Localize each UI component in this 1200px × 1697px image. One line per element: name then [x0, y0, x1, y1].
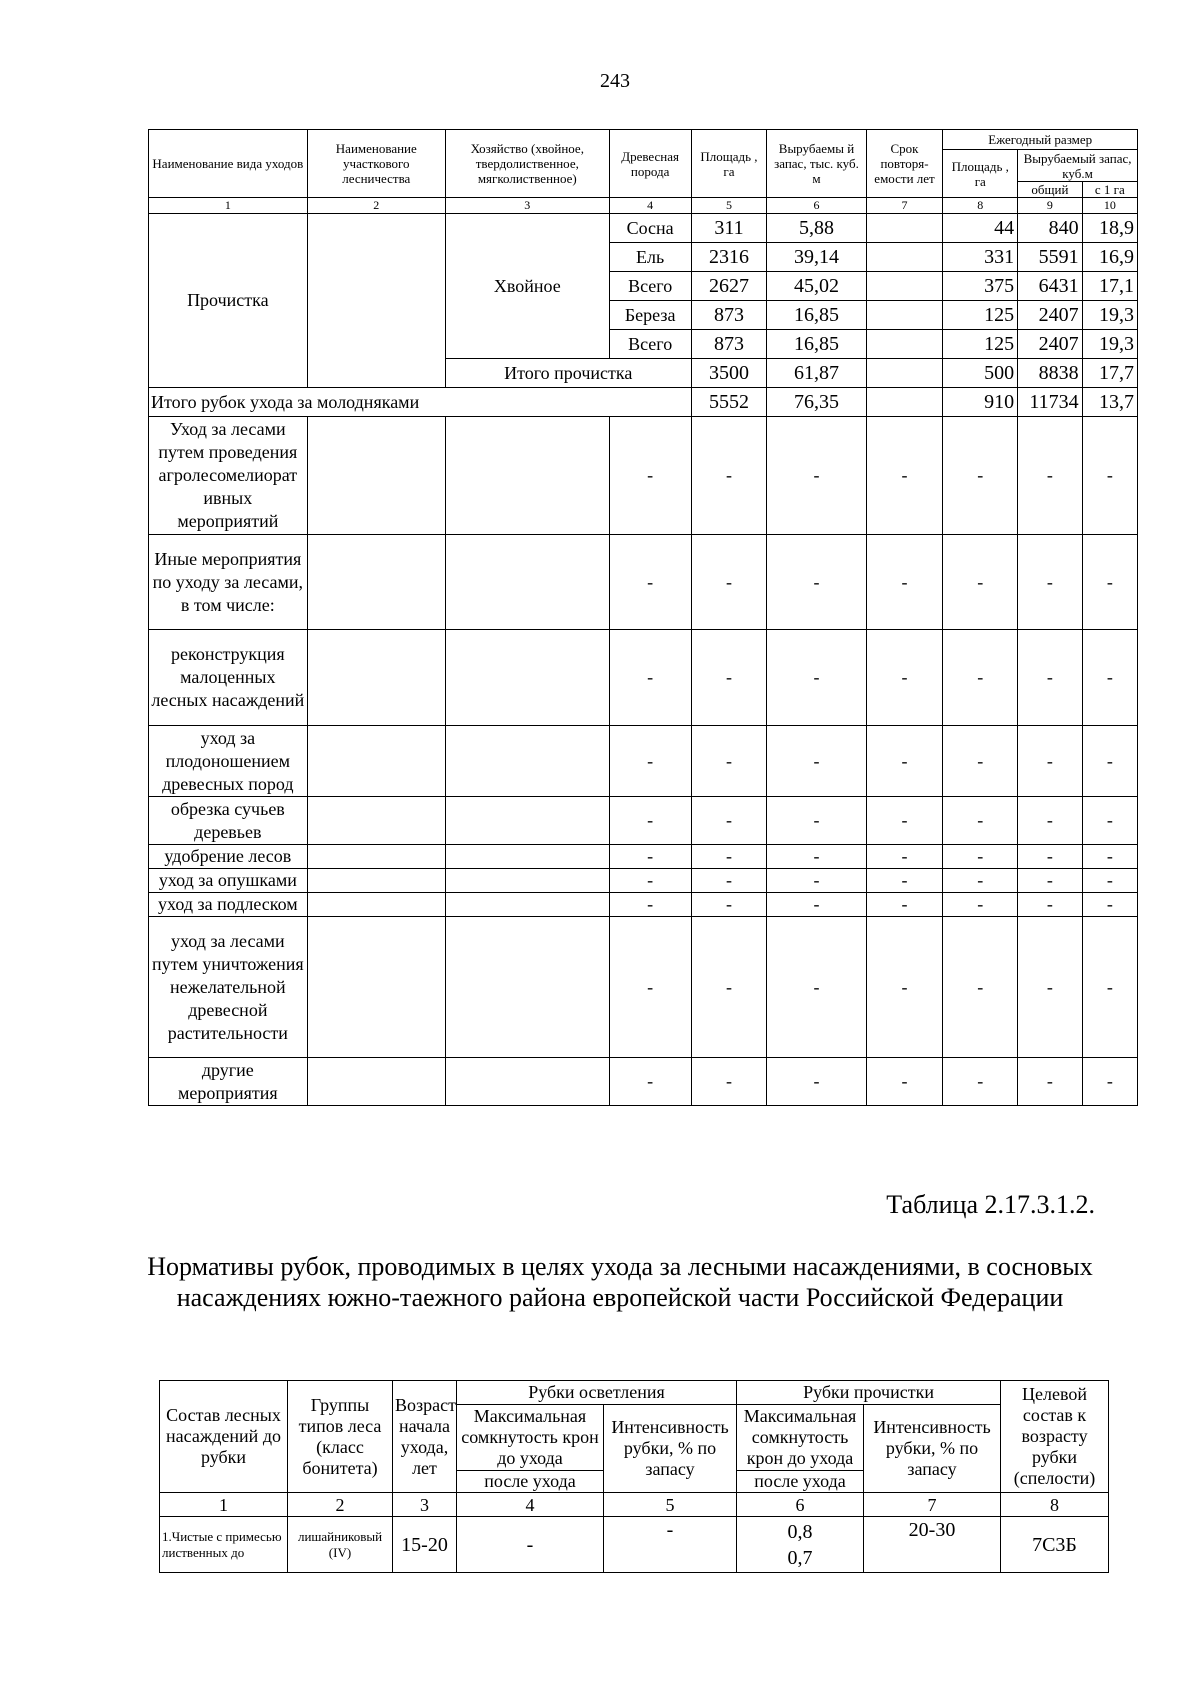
header-clean-max-density: Максимальная сомкнутость крон до ухода: [737, 1405, 864, 1471]
activity-label: удобрение лесов: [149, 845, 308, 869]
activity-label: другие мероприятия: [149, 1058, 308, 1106]
empty-cell: [445, 797, 609, 845]
dash-cell: -: [691, 869, 767, 893]
column-number: 8: [943, 198, 1018, 214]
composition-cell: 1.Чистые с примесью лиственных до: [160, 1517, 288, 1573]
column-number: 7: [864, 1493, 1001, 1517]
dash-cell: -: [767, 535, 866, 630]
column-number: 7: [866, 198, 943, 214]
dash-cell: -: [943, 630, 1018, 726]
table-caption: Таблица 2.17.3.1.2.: [886, 1190, 1095, 1219]
annual-per-ha-cell: 17,1: [1082, 272, 1137, 301]
annual-area-cell: 910: [943, 388, 1018, 417]
dash-cell: -: [943, 417, 1018, 535]
empty-cell: [307, 917, 445, 1058]
column-number: 9: [1018, 198, 1083, 214]
column-number: 10: [1082, 198, 1137, 214]
annual-area-cell: 125: [943, 301, 1018, 330]
activity-label: Иные мероприятия по уходу за лесами, в том числе:: [149, 535, 308, 630]
young-total-label: Итого рубок ухода за молодняками: [149, 388, 692, 417]
dash-cell: -: [943, 845, 1018, 869]
target-composition-cell: 7С3Б: [1001, 1517, 1109, 1573]
header-composition: Состав лесных насаждений до рубки: [160, 1381, 288, 1493]
empty-cell: [445, 535, 609, 630]
dash-cell: -: [1018, 797, 1083, 845]
dash-cell: -: [866, 917, 943, 1058]
annual-area-cell: 44: [943, 214, 1018, 243]
dash-cell: -: [609, 917, 691, 1058]
species-cell: Всего: [609, 330, 691, 359]
dash-cell: -: [767, 869, 866, 893]
activity-label: реконструкция малоценных лесных насаждений: [149, 630, 308, 726]
table-row: [160, 1517, 1109, 1573]
empty-cell: [445, 917, 609, 1058]
dash-cell: -: [767, 1058, 866, 1106]
annual-per-ha-cell: 18,9: [1082, 214, 1137, 243]
area-cell: 3500: [691, 359, 767, 388]
dash-cell: -: [609, 535, 691, 630]
activity-label: уход за подлеском: [149, 893, 308, 917]
activity-label: уход за плодоношением древесных пород: [149, 726, 308, 797]
table-row: [149, 845, 1138, 869]
dash-cell: -: [691, 1058, 767, 1106]
dash-cell: -: [866, 869, 943, 893]
empty-cell: [445, 845, 609, 869]
annual-area-cell: 500: [943, 359, 1018, 388]
stock-cell: 39,14: [767, 243, 866, 272]
annual-total-cell: 8838: [1018, 359, 1083, 388]
dash-cell: -: [609, 630, 691, 726]
clean-intensity-cell: 20-30: [864, 1517, 1001, 1573]
dash-cell: -: [691, 630, 767, 726]
dash-cell: -: [767, 630, 866, 726]
dash-cell: -: [943, 917, 1018, 1058]
dash-cell: -: [1018, 917, 1083, 1058]
activity-label: обрезка сучьев деревьев: [149, 797, 308, 845]
table-row: [149, 893, 1138, 917]
dash-cell: -: [1082, 845, 1137, 869]
dash-cell: -: [1082, 535, 1137, 630]
dash-cell: -: [1018, 845, 1083, 869]
species-cell: Ель: [609, 243, 691, 272]
stock-cell: 45,02: [767, 272, 866, 301]
column-number: 2: [307, 198, 445, 214]
empty-cell: [307, 417, 445, 535]
header-annual-stock: Вырубаемый запас, куб.м: [1018, 150, 1138, 182]
species-cell: Береза: [609, 301, 691, 330]
dash-cell: -: [609, 869, 691, 893]
district-cell: [307, 214, 445, 388]
dash-cell: -: [609, 417, 691, 535]
table-row: [149, 535, 1138, 630]
table-title: Нормативы рубок, проводимых в целях ухода за лесными насаждениями, в сосновых насаждениях южно-таежного района европейской части Российской Федерации: [147, 1252, 1093, 1312]
empty-cell: [445, 630, 609, 726]
header-recurrence: Срок повторя-емости лет: [866, 130, 943, 198]
column-number: 4: [609, 198, 691, 214]
dash-cell: -: [866, 1058, 943, 1106]
dash-cell: -: [1018, 726, 1083, 797]
annual-area-cell: 375: [943, 272, 1018, 301]
header-forest-type: Группы типов леса (класс бонитета): [288, 1381, 393, 1493]
recurrence-cell: [866, 214, 943, 243]
area-cell: 5552: [691, 388, 767, 417]
dash-cell: -: [943, 535, 1018, 630]
empty-cell: [445, 869, 609, 893]
stock-cell: 5,88: [767, 214, 866, 243]
header-area: Площадь , га: [691, 130, 767, 198]
recurrence-cell: [866, 272, 943, 301]
stock-cell: 16,85: [767, 301, 866, 330]
annual-total-cell: 2407: [1018, 330, 1083, 359]
dash-cell: -: [1082, 869, 1137, 893]
header-annual-total: общий: [1018, 182, 1083, 198]
light-density-cell: -: [457, 1517, 604, 1573]
header-annual-area: Площадь , га: [943, 150, 1018, 198]
header-target-composition: Целевой состав к возрасту рубки (спелости): [1001, 1381, 1109, 1493]
header-light-max-density: Максимальная сомкнутость крон до ухода: [457, 1405, 604, 1471]
dash-cell: -: [609, 797, 691, 845]
dash-cell: -: [767, 893, 866, 917]
dash-cell: -: [943, 797, 1018, 845]
stock-cell: 61,87: [767, 359, 866, 388]
dash-cell: -: [1082, 917, 1137, 1058]
dash-cell: -: [1018, 535, 1083, 630]
annual-per-ha-cell: 17,7: [1082, 359, 1137, 388]
dash-cell: -: [1018, 417, 1083, 535]
column-number: 6: [767, 198, 866, 214]
empty-cell: [307, 797, 445, 845]
column-number: 8: [1001, 1493, 1109, 1517]
column-number: 2: [288, 1493, 393, 1517]
start-age-cell: 15-20: [393, 1517, 457, 1573]
recurrence-cell: [866, 301, 943, 330]
table-row: [149, 214, 1138, 243]
dash-cell: -: [691, 917, 767, 1058]
table-row: [149, 726, 1138, 797]
annual-per-ha-cell: 19,3: [1082, 301, 1137, 330]
dash-cell: -: [1018, 869, 1083, 893]
empty-cell: [307, 1058, 445, 1106]
annual-area-cell: 125: [943, 330, 1018, 359]
header-clean-intensity: Интенсивность рубки, % по запасу: [864, 1405, 1001, 1493]
dash-cell: -: [691, 726, 767, 797]
table-row: [149, 797, 1138, 845]
stock-cell: 16,85: [767, 330, 866, 359]
dash-cell: -: [943, 1058, 1018, 1106]
header-light-intensity: Интенсивность рубки, % по запасу: [604, 1405, 737, 1493]
farm-coniferous: Хвойное: [445, 214, 609, 359]
area-cell: 873: [691, 330, 767, 359]
recurrence-cell: [866, 330, 943, 359]
empty-cell: [445, 726, 609, 797]
annual-per-ha-cell: 19,3: [1082, 330, 1137, 359]
clean-density-before: 0,8: [787, 1520, 813, 1543]
dash-cell: -: [866, 726, 943, 797]
header-stock: Вырубаемы й запас, тыс. куб. м: [767, 130, 866, 198]
table-row: [149, 417, 1138, 535]
activity-label: Уход за лесами путем проведения агролесомелиорат ивных мероприятий: [149, 417, 308, 535]
species-cell: Всего: [609, 272, 691, 301]
dash-cell: -: [866, 845, 943, 869]
species-cell: Сосна: [609, 214, 691, 243]
annual-total-cell: 2407: [1018, 301, 1083, 330]
empty-cell: [307, 845, 445, 869]
page-number: 243: [600, 70, 630, 92]
annual-area-cell: 331: [943, 243, 1018, 272]
care-type-clearing: Прочистка: [149, 214, 308, 388]
annual-per-ha-cell: 13,7: [1082, 388, 1137, 417]
dash-cell: -: [1082, 726, 1137, 797]
column-number: 3: [393, 1493, 457, 1517]
stock-cell: 76,35: [767, 388, 866, 417]
dash-cell: -: [1018, 1058, 1083, 1106]
header-light-after: после ухода: [457, 1471, 604, 1493]
area-cell: 2627: [691, 272, 767, 301]
table-row: [149, 1058, 1138, 1106]
table-row: [149, 917, 1138, 1058]
dash-cell: -: [866, 893, 943, 917]
dash-cell: -: [767, 797, 866, 845]
empty-cell: [307, 726, 445, 797]
header-light-cutting: Рубки осветления: [457, 1381, 737, 1405]
dash-cell: -: [609, 1058, 691, 1106]
clean-density-cell: [737, 1517, 864, 1573]
dash-cell: -: [1082, 417, 1137, 535]
dash-cell: -: [1082, 893, 1137, 917]
dash-cell: -: [767, 417, 866, 535]
area-cell: 873: [691, 301, 767, 330]
area-cell: 311: [691, 214, 767, 243]
dash-cell: -: [1018, 893, 1083, 917]
forest-care-table: [148, 129, 1138, 1106]
dash-cell: -: [691, 535, 767, 630]
table-row: [149, 869, 1138, 893]
clean-density-after: 0,7: [787, 1546, 813, 1569]
annual-total-cell: 5591: [1018, 243, 1083, 272]
dash-cell: -: [691, 417, 767, 535]
dash-cell: -: [767, 845, 866, 869]
area-cell: 2316: [691, 243, 767, 272]
empty-cell: [307, 630, 445, 726]
dash-cell: -: [866, 797, 943, 845]
column-number: 6: [737, 1493, 864, 1517]
dash-cell: -: [691, 845, 767, 869]
annual-per-ha-cell: 16,9: [1082, 243, 1137, 272]
table-row: [149, 388, 1138, 417]
column-number: 4: [457, 1493, 604, 1517]
column-number: 5: [691, 198, 767, 214]
empty-cell: [307, 893, 445, 917]
header-care-type: Наименование вида уходов: [149, 130, 308, 198]
cutting-norms-table: [159, 1380, 1109, 1573]
dash-cell: -: [866, 535, 943, 630]
annual-total-cell: 6431: [1018, 272, 1083, 301]
empty-cell: [445, 1058, 609, 1106]
recurrence-cell: [866, 388, 943, 417]
dash-cell: -: [1082, 630, 1137, 726]
annual-total-cell: 840: [1018, 214, 1083, 243]
light-intensity-cell: -: [604, 1517, 737, 1573]
forest-type-cell: лишайниковый (IV): [288, 1517, 393, 1573]
recurrence-cell: [866, 359, 943, 388]
empty-cell: [445, 417, 609, 535]
dash-cell: -: [767, 726, 866, 797]
recurrence-cell: [866, 243, 943, 272]
activity-label: уход за лесами путем уничтожения нежелательной древесной растительности: [149, 917, 308, 1058]
empty-cell: [307, 869, 445, 893]
dash-cell: -: [609, 726, 691, 797]
dash-cell: -: [943, 726, 1018, 797]
header-clean-cutting: Рубки прочистки: [737, 1381, 1001, 1405]
dash-cell: -: [1018, 630, 1083, 726]
header-clean-after: после ухода: [737, 1471, 864, 1493]
activity-label: уход за опушками: [149, 869, 308, 893]
dash-cell: -: [866, 417, 943, 535]
empty-cell: [307, 535, 445, 630]
dash-cell: -: [691, 893, 767, 917]
dash-cell: -: [609, 893, 691, 917]
header-annual-per-ha: с 1 га: [1082, 182, 1137, 198]
dash-cell: -: [866, 630, 943, 726]
header-farm: Хозяйство (хвойное, твердолиственное, мягколиственное): [445, 130, 609, 198]
dash-cell: -: [1082, 1058, 1137, 1106]
table-row: [149, 630, 1138, 726]
dash-cell: -: [943, 893, 1018, 917]
header-district: Наименование участкового лесничества: [307, 130, 445, 198]
dash-cell: -: [691, 797, 767, 845]
dash-cell: -: [943, 869, 1018, 893]
annual-total-cell: 11734: [1018, 388, 1083, 417]
header-annual: Ежегодный размер: [943, 130, 1138, 150]
column-number: 1: [149, 198, 308, 214]
column-number: 3: [445, 198, 609, 214]
column-number: 1: [160, 1493, 288, 1517]
empty-cell: [445, 893, 609, 917]
header-species: Древесная порода: [609, 130, 691, 198]
dash-cell: -: [767, 917, 866, 1058]
header-start-age: Возраст начала ухода, лет: [393, 1381, 457, 1493]
clearing-total-label: Итого прочистка: [445, 359, 691, 388]
dash-cell: -: [1082, 797, 1137, 845]
column-number: 5: [604, 1493, 737, 1517]
dash-cell: -: [609, 845, 691, 869]
